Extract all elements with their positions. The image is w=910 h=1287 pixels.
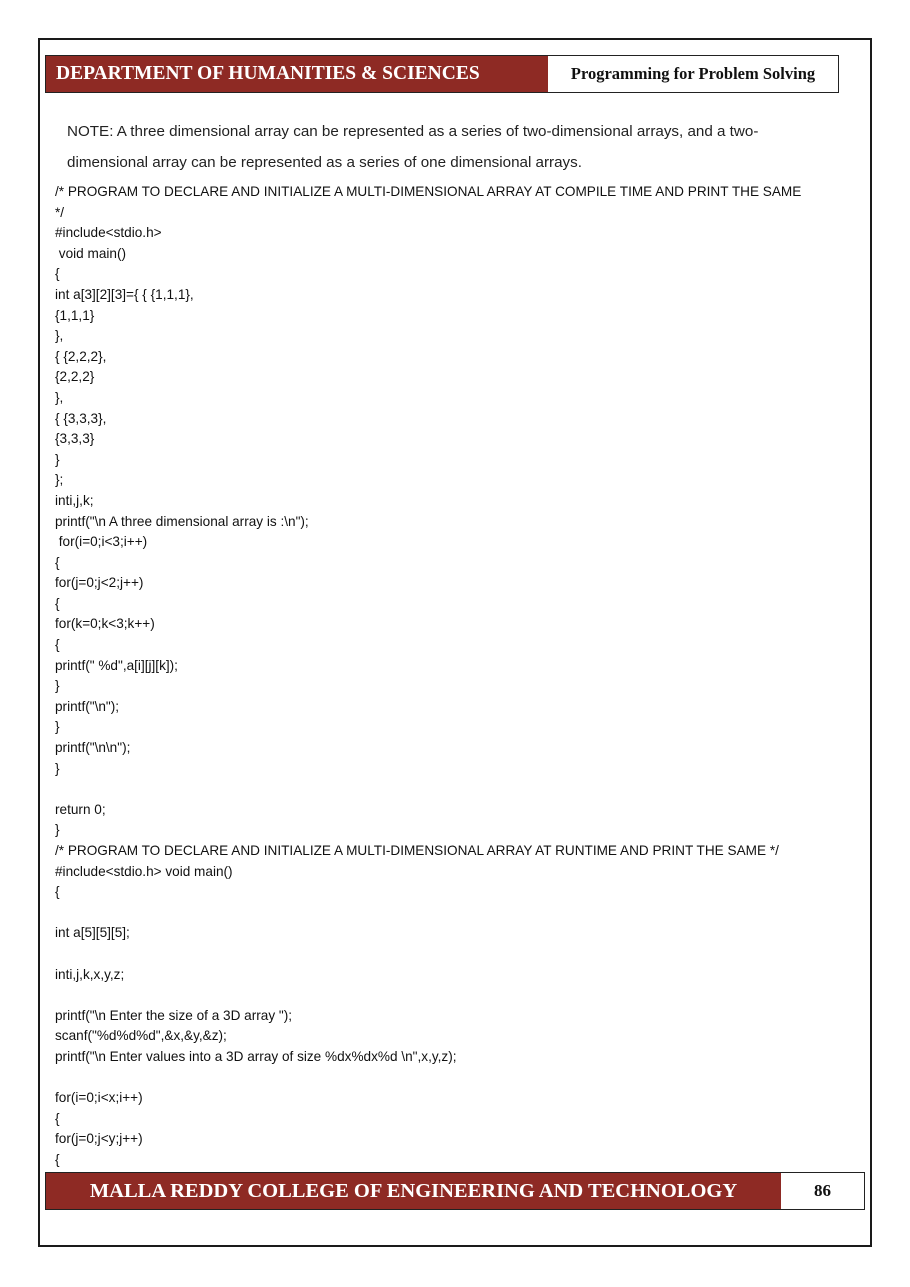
code-line: } (55, 719, 60, 735)
code-line: { (55, 595, 60, 611)
code-line: for(j=0;j<y;j++) (55, 1131, 143, 1147)
code-line: { (55, 554, 60, 570)
code-line: for(i=0;i<x;i++) (55, 1090, 143, 1106)
code-line: { {2,2,2}, (55, 348, 107, 364)
code-line: int a[3][2][3]={ { {1,1,1}, (55, 286, 194, 302)
code-line: for(k=0;k<3;k++) (55, 616, 155, 632)
code-line: */ (55, 204, 65, 220)
code-listing (55, 182, 855, 1171)
code-line (55, 779, 855, 800)
code-line: #include<stdio.h> void main() (55, 863, 233, 879)
code-line: { {3,3,3}, (55, 410, 107, 426)
code-line: scanf("%d%d%d",&x,&y,&z); (55, 1028, 227, 1044)
page-number: 86 (814, 1181, 831, 1200)
code-line: { (55, 266, 60, 282)
code-line: }, (55, 328, 64, 344)
code-line: for(j=0;j<2;j++) (55, 575, 144, 591)
code-line: }, (55, 389, 64, 405)
code-line: printf("\n\n"); (55, 740, 131, 756)
code-line: #include<stdio.h> (55, 225, 162, 241)
code-line (55, 944, 855, 965)
code-line: inti,j,k,x,y,z; (55, 966, 125, 982)
code-line: }; (55, 472, 64, 488)
code-line: printf("\n"); (55, 698, 120, 714)
code-line: } (55, 760, 60, 776)
page-footer (45, 1172, 865, 1210)
page-header (45, 55, 839, 93)
code-line: {3,3,3} (55, 431, 95, 447)
code-line: { (55, 1151, 60, 1167)
code-line: /* PROGRAM TO DECLARE AND INITIALIZE A MULTI-DIMENSIONAL ARRAY AT COMPILE TIME AND PRINT THE SAME (55, 184, 802, 199)
note-paragraph: NOTE: A three dimensional array can be represented as a series of two-dimensional arrays, and a two-dimensional array can be represented as a series of one dimensional arrays. (67, 123, 759, 171)
code-line (55, 903, 855, 924)
code-line: { (55, 1110, 60, 1126)
code-line: } (55, 451, 60, 467)
code-line: {1,1,1} (55, 307, 95, 323)
code-line: printf("\n Enter values into a 3D array of size %dx%dx%d \n",x,y,z); (55, 1048, 457, 1064)
code-line: printf("\n Enter the size of a 3D array "); (55, 1007, 293, 1023)
code-line: void main() (55, 245, 127, 261)
code-line: printf("\n A three dimensional array is :\n"); (55, 513, 309, 529)
code-line: } (55, 678, 60, 694)
code-line: printf(" %d",a[i][j][k]); (55, 657, 178, 673)
department-banner: DEPARTMENT OF HUMANITIES & SCIENCES (46, 56, 548, 92)
college-banner: MALLA REDDY COLLEGE OF ENGINEERING AND TECHNOLOGY (46, 1173, 781, 1209)
code-line: int a[5][5][5]; (55, 925, 130, 941)
code-line: for(i=0;i<3;i++) (55, 534, 148, 550)
code-line: { (55, 884, 60, 900)
code-line (55, 985, 855, 1006)
subject-title: Programming for Problem Solving (570, 64, 816, 83)
code-line: inti,j,k; (55, 492, 94, 508)
code-line: return 0; (55, 801, 106, 817)
code-line (55, 1068, 855, 1089)
code-line: { (55, 637, 60, 653)
code-line: /* PROGRAM TO DECLARE AND INITIALIZE A MULTI-DIMENSIONAL ARRAY AT RUNTIME AND PRINT THE SAME */ (55, 843, 779, 858)
code-line: {2,2,2} (55, 369, 95, 385)
code-line: } (55, 822, 60, 838)
